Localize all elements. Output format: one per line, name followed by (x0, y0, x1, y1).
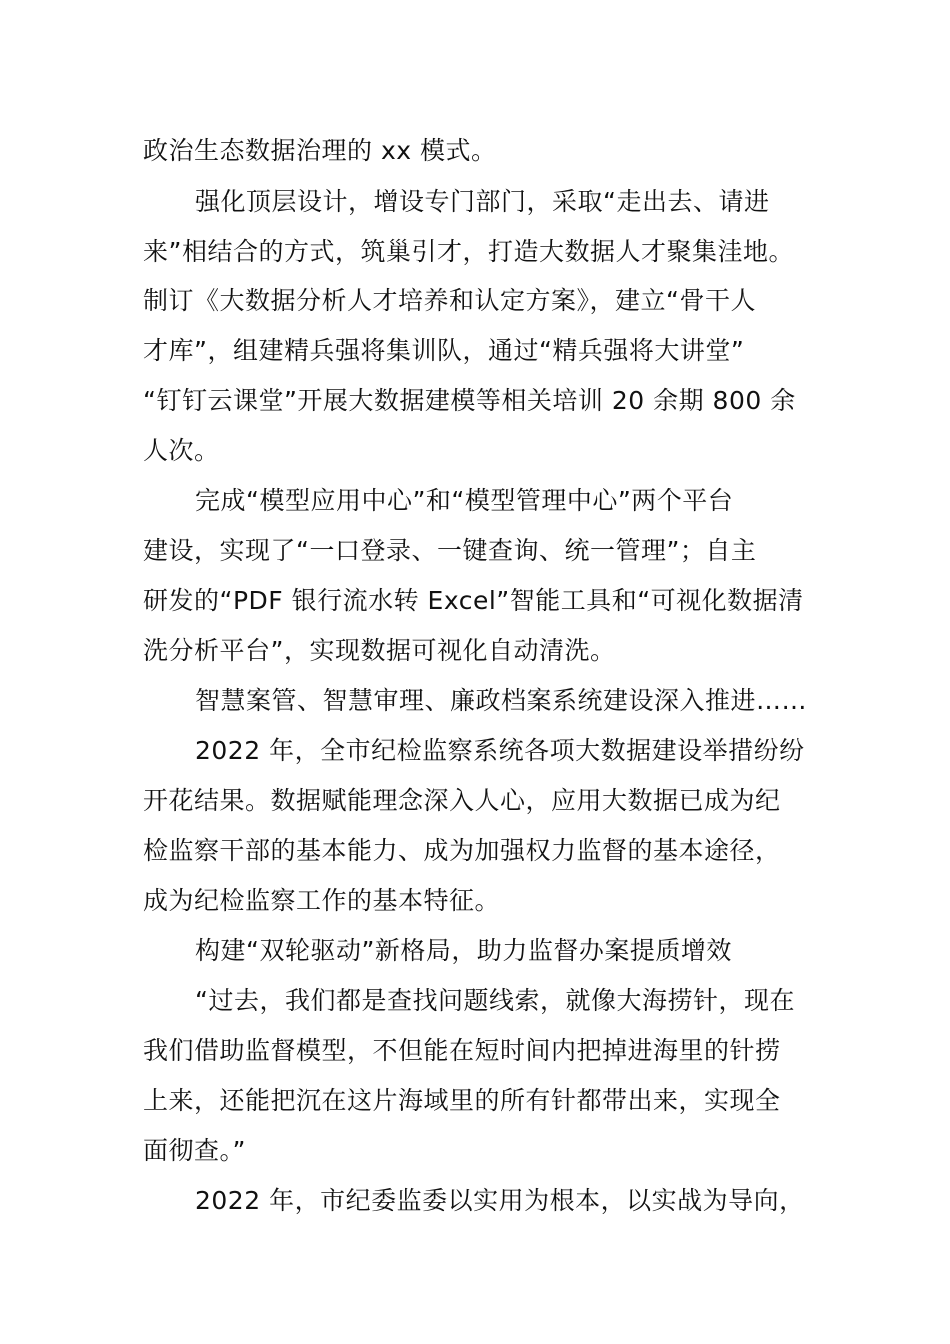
text-line: 面彻查。” (143, 1136, 246, 1165)
paragraph-start-line: 2022 年，全市纪检监察系统各项大数据建设举措纷纷 (195, 736, 805, 765)
text-line: 检监察干部的基本能力、成为加强权力监督的基本途径， (143, 836, 781, 865)
text-line: 开花结果。数据赋能理念深入人心，应用大数据已成为纪 (143, 786, 781, 815)
paragraph-start-line: 强化顶层设计，增设专门部门，采取“走出去、请进 (195, 187, 770, 216)
paragraph-start-line: 2022 年，市纪委监委以实用为根本，以实战为导向， (195, 1186, 805, 1215)
text-line: 来”相结合的方式，筑巢引才，打造大数据人才聚集洼地。 (143, 237, 794, 266)
paragraph-start-line: 完成“模型应用中心”和“模型管理中心”两个平台 (195, 486, 734, 515)
text-line: 制订《大数据分析人才培养和认定方案》，建立“骨干人 (143, 286, 756, 315)
text-line: 我们借助监督模型，不但能在短时间内把掉进海里的针捞 (143, 1036, 781, 1065)
paragraph-start-line: 智慧案管、智慧审理、廉政档案系统建设深入推进…… (195, 686, 808, 715)
text-line: 人次。 (143, 436, 220, 465)
paragraph-start-line: “过去，我们都是查找问题线索，就像大海捞针，现在 (195, 986, 795, 1015)
text-line: “钉钉云课堂”开展大数据建模等相关培训 20 余期 800 余 (143, 386, 796, 415)
text-line: 洗分析平台”，实现数据可视化自动清洗。 (143, 636, 616, 665)
text-line: 上来，还能把沉在这片海域里的所有针都带出来，实现全 (143, 1086, 781, 1115)
text-line: 才库”，组建精兵强将集训队，通过“精兵强将大讲堂” (143, 336, 745, 365)
section-heading: 构建“双轮驱动”新格局，助力监督办案提质增效 (195, 936, 732, 965)
text-line: 成为纪检监察工作的基本特征。 (143, 886, 501, 915)
text-line: 建设，实现了“一口登录、一键查询、统一管理”；自主 (143, 536, 757, 565)
text-line: 政治生态数据治理的 xx 模式。 (143, 136, 497, 165)
text-line: 研发的“PDF 银行流水转 Excel”智能工具和“可视化数据清 (143, 586, 804, 615)
